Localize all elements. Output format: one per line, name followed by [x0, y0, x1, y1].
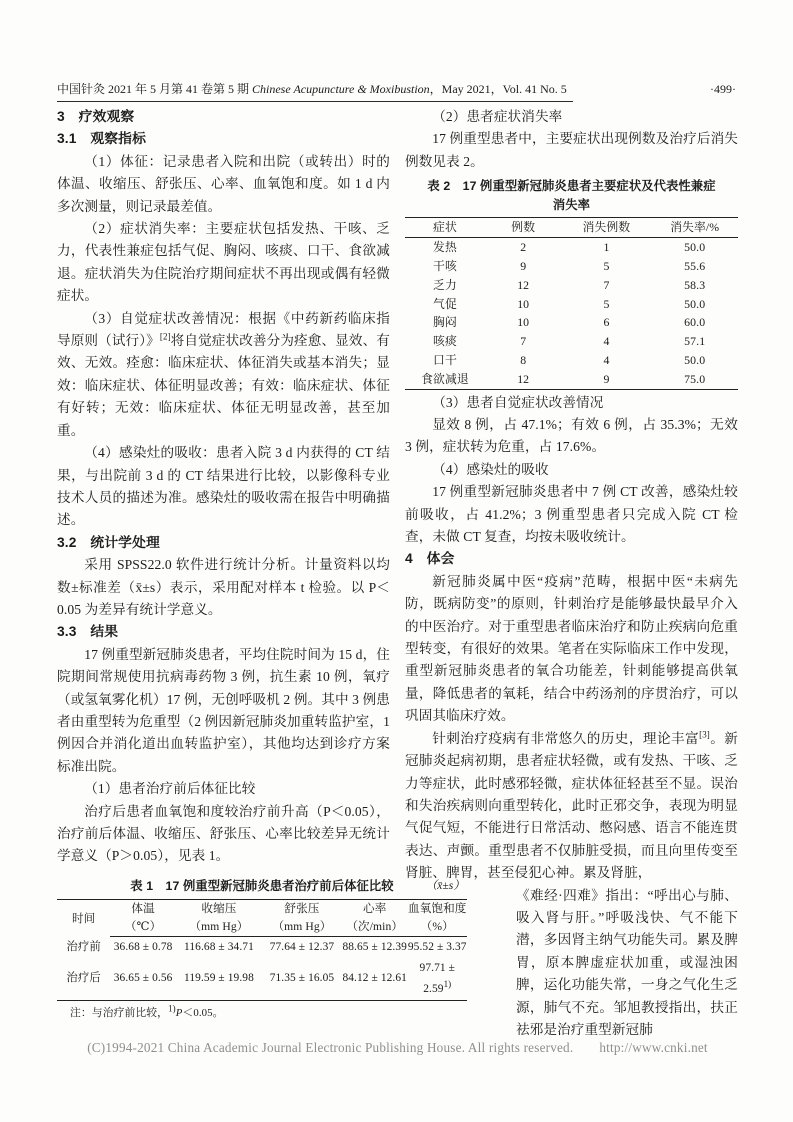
cell-value: 7 [520, 334, 527, 349]
cell-value: 84.12 ± 12.61 [342, 972, 407, 985]
table-1-unit-temp: （℃） [110, 918, 176, 937]
cell-value: 58.3 [684, 277, 706, 292]
table-2-header-symptom: 症状 [405, 218, 485, 238]
cell-value: 10 [517, 296, 530, 311]
table-2-header-resolved: 消失例数 [561, 218, 651, 238]
note-text: 注：与治疗前比较， [70, 1006, 169, 1019]
subsection-heading-3-3: 3.3 结果 [57, 624, 119, 640]
table-2-block [405, 177, 738, 389]
cell-symptom: 咳痰 [433, 334, 457, 349]
cell-value: 9 [603, 371, 610, 386]
cell-value: 36.65 ± 0.56 [113, 972, 173, 985]
cell-value: 71.35 ± 16.05 [269, 972, 335, 985]
table-2-header-row [405, 218, 738, 238]
paragraph-text: 。新冠肺炎起病初期，患者症状轻微，或有发热、干咳、乏力等症状，此时感邪轻微，症状体征轻甚至不显。误治和失治疾病则向重型转化，此时正邪交争，表现为明显气促气短，不能进行日常活动、憋闷感、语言不能连贯表达、声颤。重型患者不仅肺脏受损，而且向里传变至肾脏、脾胃，甚至侵犯心神。累及肾脏， [405, 730, 739, 881]
cell-value: 5 [603, 296, 610, 311]
paragraph-discussion-2-continued: 《难经·四难》指出：“呼出心与肺、吸入肾与肝。”呼吸浅快、气不能下潜，多因肾主纳气功能失司。累及脾胃，原本脾虚症状加重，或湿浊困脾，运化功能失常，一身之气化生乏源，肺气不充。邹旭教授指出，扶正祛邪是治疗重型新冠肺 [516, 887, 738, 1037]
cell-symptom: 食欲减退 [421, 371, 469, 386]
table-row [405, 351, 738, 370]
cell-value: 55.6 [684, 259, 706, 274]
paragraph-comparison-title: （1）患者治疗前后体征比较 [84, 781, 256, 797]
cell-symptom: 胸闷 [433, 315, 457, 330]
right-column [405, 106, 738, 1041]
table-1-unit-sbp: （mm Hg） [176, 918, 262, 937]
table-1-header-spo2: 血氧饱和度 [408, 902, 467, 916]
cell-value: 1 [603, 240, 610, 255]
cell-value: 7 [603, 277, 610, 292]
cell-value: 75.0 [684, 371, 706, 386]
table-1-caption-text: 表 1 17 例重型新冠肺炎患者治疗前后体征比较 [130, 878, 394, 893]
table-row [405, 238, 738, 257]
journal-title-en: Chinese Acupuncture & Moxibustion [252, 82, 430, 96]
two-column-body [57, 106, 738, 1041]
cell-symptom: 发热 [433, 240, 457, 255]
paragraph-text: 针刺治疗疫病有非常悠久的历史，理论丰富 [432, 730, 700, 746]
table-row [405, 276, 738, 295]
paragraph-absorption-result: 17 例重型新冠肺炎患者中 7 例 CT 改善，感染灶较前吸收，占 41.2%；3 例重型患者只完成入院 CT 检查，未做 CT 复查，均按未吸收统计。 [405, 484, 738, 545]
table-row [405, 295, 738, 314]
cell-value: 10 [517, 315, 530, 330]
cell-value: 2 [520, 240, 527, 255]
table-2-caption-line2: 消失率 [552, 198, 591, 213]
table-1-unit-dbp: （mm Hg） [262, 918, 342, 937]
cell-value: 6 [603, 315, 610, 330]
journal-title-line [57, 82, 573, 102]
cell-value: 57.1 [684, 334, 706, 349]
cell-value: 50.0 [684, 353, 706, 367]
table-row [405, 332, 738, 351]
table-2 [405, 217, 738, 389]
cell-symptom: 口干 [433, 353, 457, 367]
paragraph-ct-absorption: （4）感染灶的吸收：患者入院 3 d 内获得的 CT 结果，与出院前 3 d 的 CT 结果进行比较，以影像科专业技术人员的描述为准。感染灶的吸收需在报告中明确描述。 [57, 445, 390, 528]
table-row [405, 370, 738, 389]
journal-title-zh: 中国针灸 2021 年 5 月第 41 卷第 5 期 [57, 82, 253, 96]
paragraph-text: （3）自觉症状改善情况：根据《中药新药临床指导原则（试行）》 [57, 310, 390, 349]
cell-symptom: 乏力 [433, 277, 457, 292]
paragraph-text: 将自觉症状改善分为痊愈、显效、有效、无效。痊愈：临床症状、体征消失或基本消失；显效：临床症状、体征明显改善；有效：临床症状、体征有好转；无效：临床症状、体征无明显改善，甚至加重。 [57, 333, 390, 438]
cell-value: 50.0 [684, 240, 706, 255]
table-row [405, 313, 738, 332]
cell-value: 77.64 ± 12.37 [269, 940, 335, 953]
table-2-caption-line1: 表 2 17 例重型新冠肺炎患者主要症状及代表性兼症 [427, 179, 716, 194]
paragraph-self-reported [57, 308, 390, 442]
copyright-footer [57, 1040, 738, 1056]
table-1-unit-hr: （次/min） [342, 918, 408, 937]
significance-marker: 1) [168, 1003, 176, 1014]
section-heading-4: 4 体会 [405, 551, 455, 567]
reference-marker-3: [3] [699, 729, 710, 740]
paragraph-symptom-rate: （2）症状消失率：主要症状包括发热、干咳、乏力，代表性兼症包括气促、胸闷、咳痰、口干、食欲减退。症状消失为住院治疗期间症状不再出现或偶有轻微症状。 [57, 221, 390, 304]
table-1-header-time: 时间 [71, 911, 96, 925]
cell-value: 9 [520, 259, 527, 274]
paragraph-statistics: 采用 SPSS22.0 软件进行统计分析。计量资料以均数±标准差（x̄±s）表示，采用配对样本 t 检验。以 P＜0.05 为差异有统计学意义。 [57, 557, 390, 617]
cell-value: 60.0 [684, 315, 706, 330]
cnki-url: http://www.cnki.net [599, 1040, 708, 1055]
paragraph-symptom-title: （2）患者症状消失率 [432, 109, 563, 124]
paragraph-discussion-2 [405, 728, 738, 885]
section-heading-3: 3 疗效观察 [57, 109, 135, 124]
cell-value: 116.68 ± 34.71 [183, 940, 254, 953]
table-2-header-rate: 消失率/% [651, 218, 738, 238]
journal-issue-info: ，May 2021，Vol. 41 No. 5 [429, 82, 567, 96]
paragraph-absorption-title: （4）感染灶的吸收 [432, 461, 549, 477]
cell-value: 8 [520, 353, 527, 367]
cell-value: 12 [517, 277, 530, 292]
table-1-header-temp: 体温 [131, 902, 155, 916]
table-2-header-cases: 例数 [485, 218, 562, 238]
table-1-caption-stat-note: （x̄±s） [425, 879, 465, 892]
paragraph-improvement-title: （3）患者自觉症状改善情况 [432, 394, 604, 410]
paragraph-discussion-1: 新冠肺炎属中医“疫病”范畴，根据中医“未病先防，既病防变”的原则，针刺治疗是能够最快最早介入的中医治疗。对于重型患者临床治疗和防止疾病向危重型转变，有很好的效果。笔者在实际临床工作中发现，重型新冠肺炎患者的氧合功能差，针刺能够提高供氧量，降低患者的氧耗，结合中药汤剂的序贯治疗，可以巩固其临床疗效。 [405, 573, 738, 724]
note-p-symbol: P [175, 1006, 183, 1019]
page-header [57, 82, 738, 102]
subsection-heading-3-1: 3.1 观察指标 [57, 131, 146, 147]
note-text: ＜0.05。 [182, 1006, 224, 1019]
cell-value: 5 [603, 259, 610, 274]
cell-symptom: 干咳 [433, 259, 457, 274]
reference-marker-2: [2] [159, 331, 171, 342]
cell-value-text: 97.71 ± 2.59 [419, 961, 455, 995]
cell-value: 88.65 ± 12.39 [342, 940, 407, 953]
cell-value: 12 [517, 371, 530, 386]
cell-value: 4 [603, 353, 610, 367]
table-1-caption [57, 877, 467, 896]
table-1-header-sbp: 收缩压 [201, 902, 237, 916]
page-number: ·499· [710, 82, 736, 96]
paragraph-symptom-intro: 17 例重型患者中，主要症状出现例数及治疗后消失例数见表 2。 [405, 131, 738, 169]
cell-value: 36.68 ± 0.78 [113, 940, 173, 953]
cell-value: 119.59 ± 19.98 [183, 972, 254, 985]
cell-time: 治疗后 [66, 972, 101, 985]
cell-symptom: 气促 [433, 296, 457, 311]
significance-marker: 1) [443, 979, 452, 990]
cell-value: 50.0 [684, 296, 706, 311]
table-row [405, 257, 738, 276]
table-1-unit-spo2: （%） [408, 918, 467, 937]
cell-value-text: 95.52 ± 3.37 [407, 940, 467, 953]
paragraph-results: 17 例重型新冠肺炎患者，平均住院时间为 15 d，住院期间常规使用抗病毒药物 3 例，抗生素 10 例，氧疗（或氢氧雾化机）17 例，无创呼吸机 2 例。其中 3 例患者由重型转为危重型（2 例因新冠肺炎加重转监护室，1 例因合并消化道出血转监护室），其他均达到诊疗方案标准出院。 [57, 646, 390, 774]
table-1-header-hr: 心率 [363, 902, 387, 916]
cell-value: 4 [603, 334, 610, 349]
table-1-header-dbp: 舒张压 [284, 902, 320, 916]
copyright-text: (C)1994-2021 China Academic Journal Electronic Publishing House. All rights reserved. [87, 1040, 574, 1055]
paragraph-signs: （1）体征：记录患者入院和出院（或转出）时的体温、收缩压、舒张压、心率、血氧饱和度。如 1 d 内多次测量，则记录最差值。 [57, 153, 390, 214]
subsection-heading-3-2: 3.2 统计学处理 [57, 534, 160, 550]
paragraph-improvement-result: 显效 8 例，占 47.1%；有效 6 例，占 35.3%；无效 3 例，症状转为危重，占 17.6%。 [405, 417, 738, 455]
paragraph-comparison-result: 治疗后患者血氧饱和度较治疗前升高（P＜0.05），治疗前后体温、收缩压、舒张压、心率比较差异无统计学意义（P＞0.05），见表 1。 [57, 803, 390, 864]
cell-time: 治疗前 [66, 940, 101, 953]
